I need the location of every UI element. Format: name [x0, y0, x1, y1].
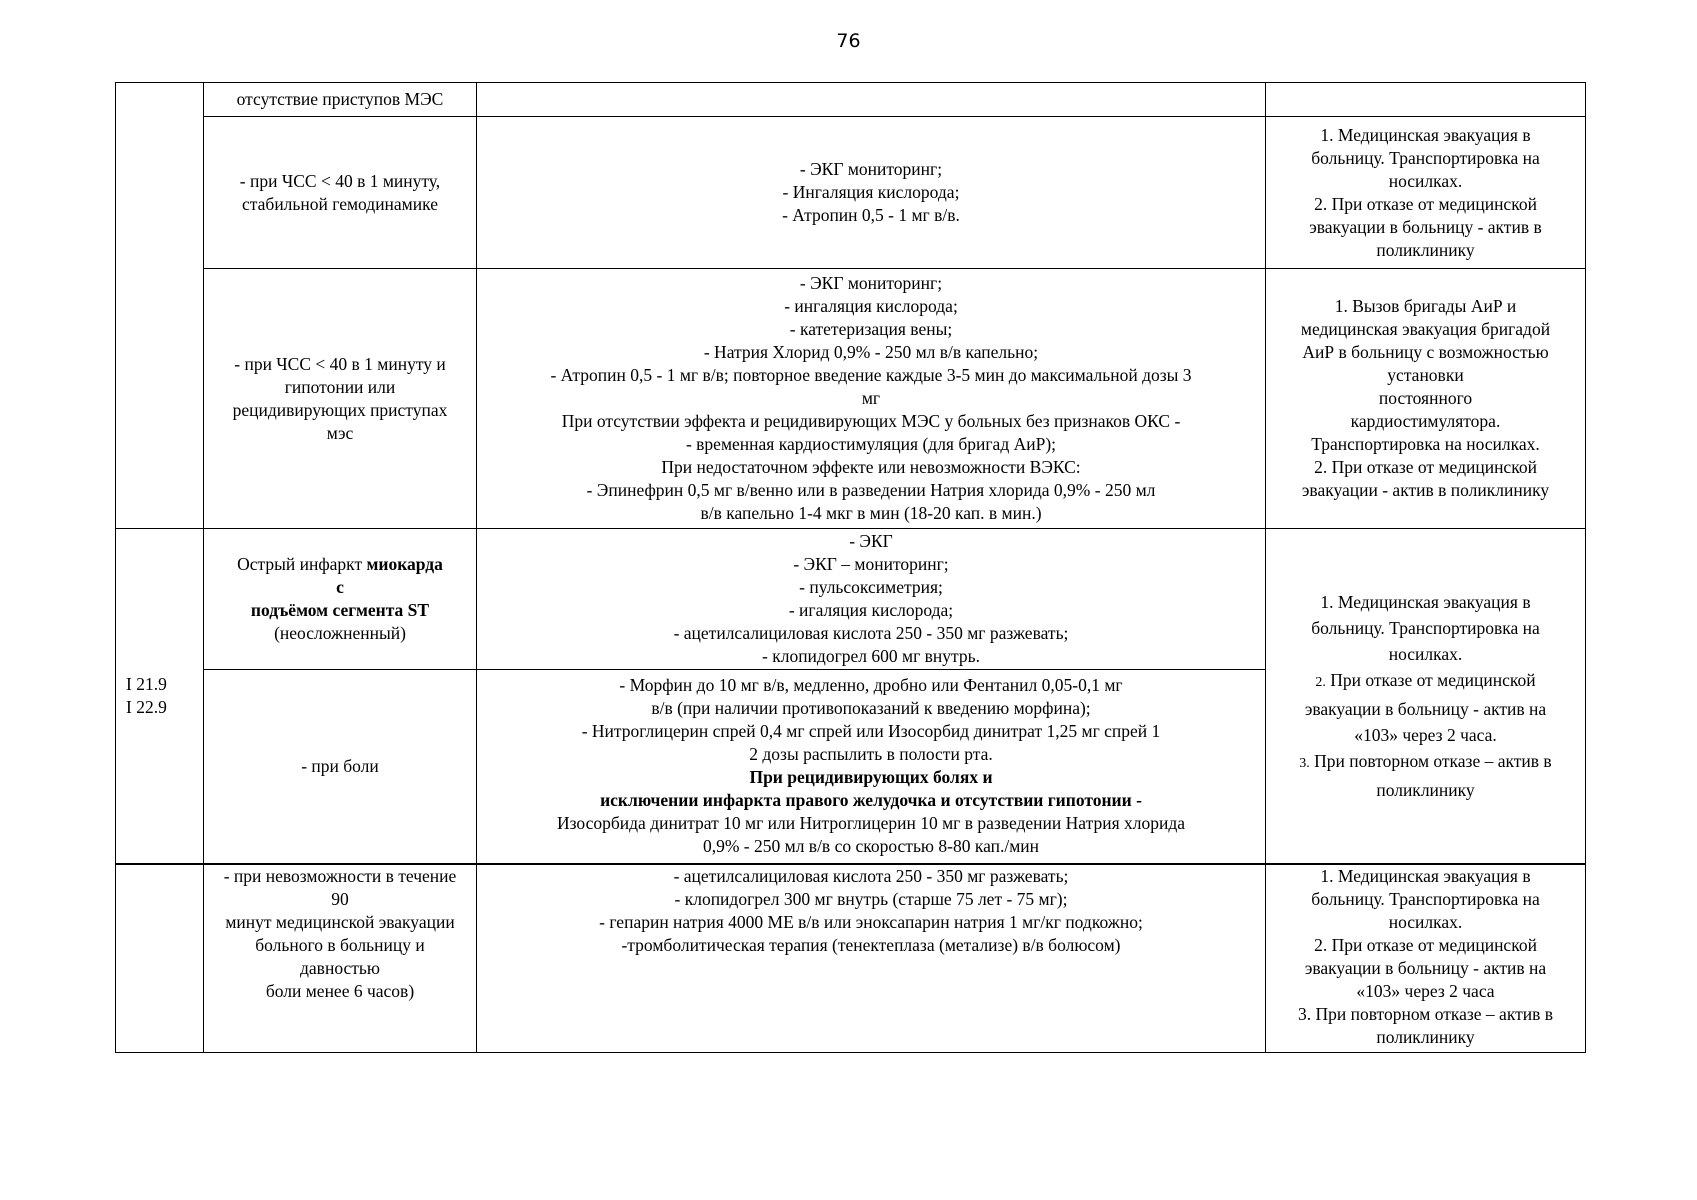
tactics-cell: 1. Медицинская эвакуация в больницу. Транспортировка на носилках. 2. При отказе от медицинской эвакуации в больницу - актив на «103» через 2 часа 3. При повторном отказе – актив в поликлинику	[1266, 864, 1586, 1053]
condition-cell: отсутствие приступов МЭС	[204, 83, 477, 117]
condition-cell: - при невозможности в течение 90 минут медицинской эвакуации больного в больницу и давностью боли менее 6 часов)	[204, 864, 477, 1053]
treatment-cell: - ЭКГ мониторинг; - Ингаляция кислорода; - Атропин 0,5 - 1 мг в/в.	[477, 117, 1266, 269]
page-number: 76	[836, 30, 861, 52]
table-row	[116, 529, 1586, 670]
treatment-cell: - ЭКГ мониторинг; - ингаляция кислорода; - катетеризация вены; - Натрия Хлорид 0,9% - 250 мл в/в капельно; - Атропин 0,5 - 1 мг в/в; повторное введение каждые 3-5 мин до максимальной дозы 3 мг При отсутствии эффекта и рецидивирующих МЭС у больных без признаков ОКС - - временная кардиостимуляция (для бригад АиР); При недостаточном эффекте или невозможности ВЭКС: - Эпинефрин 0,5 мг в/венно или в разведении Натрия хлорида 0,9% - 250 мл в/в капельно 1-4 мкг в мин (18-20 кап. в мин.)	[477, 269, 1266, 529]
tactics-cell: 1. Медицинская эвакуация в больницу. Транспортировка на носилках. 2. При отказе от медицинской эвакуации в больницу - актив в поликлинику	[1266, 117, 1586, 269]
condition-cell: Острый инфаркт миокарда с подъёмом сегмента ST (неосложненный)	[204, 529, 477, 670]
condition-cell: - при боли	[204, 670, 477, 864]
table-row	[116, 269, 1586, 529]
code-cell	[116, 864, 204, 1053]
tactics-cell: 1. Вызов бригады АиР и медицинская эвакуация бригадой АиР в больницу с возможностью установки постоянного кардиостимулятора. Транспортировка на носилках. 2. При отказе от медицинской эвакуации - актив в поликлинику	[1266, 269, 1586, 529]
condition-cell: - при ЧСС < 40 в 1 минуту и гипотонии или рецидивирующих приступах мэс	[204, 269, 477, 529]
treatment-cell: - ацетилсалициловая кислота 250 - 350 мг разжевать; - клопидогрел 300 мг внутрь (старше 75 лет - 75 мг); - гепарин натрия 4000 МЕ в/в или эноксапарин натрия 1 мг/кг подкожно; -тромболитическая терапия (тенектеплаза (метализе) в/в болюсом)	[477, 864, 1266, 1053]
code-cell: I 21.9 I 22.9	[116, 529, 204, 864]
condition-cell: - при ЧСС < 40 в 1 минуту, стабильной гемодинамике	[204, 117, 477, 269]
table-row	[116, 864, 1586, 1053]
table-row	[116, 117, 1586, 269]
table-row	[116, 83, 1586, 117]
tactics-cell: 1. Медицинская эвакуация в больницу. Транспортировка на носилках. 2. При отказе от медицинской эвакуации в больницу - актив на «103» через 2 часа. 3. При повторном отказе – актив в поликлинику	[1266, 529, 1586, 864]
treatment-cell: - Морфин до 10 мг в/в, медленно, дробно или Фентанил 0,05-0,1 мг в/в (при наличии противопоказаний к введению морфина); - Нитроглицерин спрей 0,4 мг спрей или Изосорбид динитрат 1,25 мг спрей 1 2 дозы распылить в полости рта. При рецидивирующих болях и исключении инфаркта правого желудочка и отсутствии гипотонии - Изосорбида динитрат 10 мг или Нитроглицерин 10 мг в разведении Натрия хлорида 0,9% - 250 мл в/в со скоростью 8-80 кап./мин	[477, 670, 1266, 864]
treatment-cell	[477, 83, 1266, 117]
code-cell	[116, 83, 204, 529]
treatment-cell: - ЭКГ - ЭКГ – мониторинг; - пульсоксиметрия; - игаляция кислорода; - ацетилсалициловая кислота 250 - 350 мг разжевать; - клопидогрел 600 мг внутрь.	[477, 529, 1266, 670]
tactics-cell	[1266, 83, 1586, 117]
protocol-table	[115, 82, 1586, 1053]
